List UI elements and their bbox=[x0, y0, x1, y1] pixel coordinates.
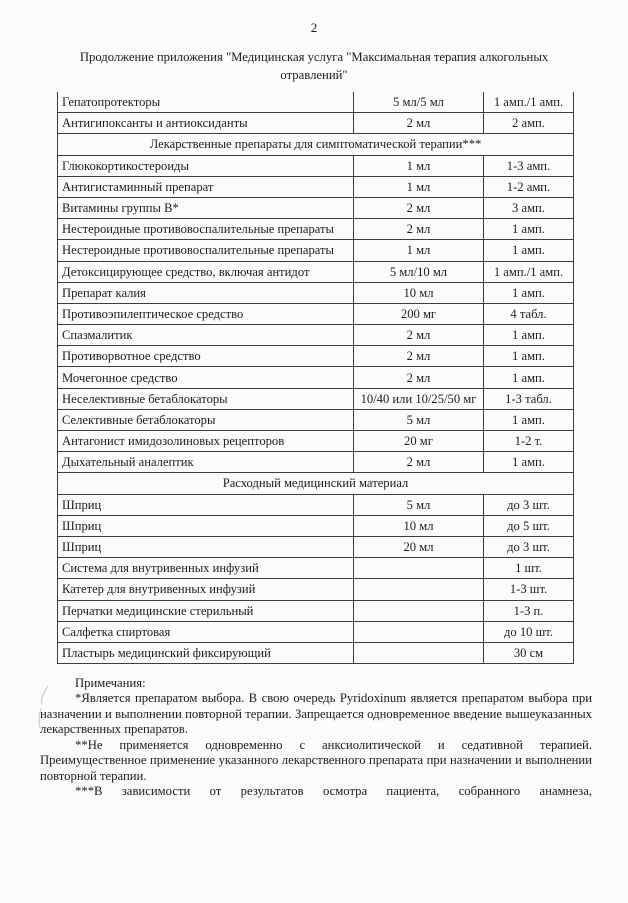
document-title-line2: отравлений" bbox=[280, 68, 348, 82]
dose-cell: 20 мг bbox=[354, 431, 484, 452]
dose-cell bbox=[354, 579, 484, 600]
qty-cell: 1 амп. bbox=[484, 346, 574, 367]
item-name-cell: Нестероидные противовоспалительные препараты bbox=[58, 240, 354, 261]
table-row bbox=[58, 282, 574, 303]
dose-cell: 2 мл bbox=[354, 113, 484, 134]
item-name-cell: Катетер для внутривенных инфузий bbox=[58, 579, 354, 600]
table-row bbox=[58, 515, 574, 536]
document-title bbox=[0, 48, 628, 84]
qty-cell: 4 табл. bbox=[484, 303, 574, 324]
table-row bbox=[58, 219, 574, 240]
table-row bbox=[58, 621, 574, 642]
dose-cell: 1 мл bbox=[354, 155, 484, 176]
section-row bbox=[58, 134, 574, 155]
dose-cell: 5 мл bbox=[354, 409, 484, 430]
table-row bbox=[58, 197, 574, 218]
table-row bbox=[58, 388, 574, 409]
table-row bbox=[58, 176, 574, 197]
dose-cell: 10 мл bbox=[354, 515, 484, 536]
table-row bbox=[58, 367, 574, 388]
note-asterisk-2: **Не применяется одновременно с анксиолитической и седативной терапией. Преимущественное применение указанного лекарственного препарата при назначении и выполнении повторной терапии. bbox=[40, 737, 592, 783]
dose-cell: 2 мл bbox=[354, 325, 484, 346]
table-row bbox=[58, 494, 574, 515]
table-row bbox=[58, 558, 574, 579]
table-row bbox=[58, 642, 574, 663]
supplies-table-body bbox=[58, 92, 574, 664]
qty-cell: до 10 шт. bbox=[484, 621, 574, 642]
table-row bbox=[58, 303, 574, 324]
dose-cell: 200 мг bbox=[354, 303, 484, 324]
notes-heading: Примечания: bbox=[75, 676, 146, 691]
table-row bbox=[58, 346, 574, 367]
item-name-cell: Витамины группы В* bbox=[58, 197, 354, 218]
table-row bbox=[58, 240, 574, 261]
qty-cell: до 3 шт. bbox=[484, 536, 574, 557]
dose-cell: 5 мл/5 мл bbox=[354, 92, 484, 113]
table-row bbox=[58, 261, 574, 282]
qty-cell: 1-3 табл. bbox=[484, 388, 574, 409]
qty-cell: 1-2 амп. bbox=[484, 176, 574, 197]
dose-cell: 1 мл bbox=[354, 240, 484, 261]
section-header-cell: Лекарственные препараты для симптоматической терапии*** bbox=[58, 134, 574, 155]
item-name-cell: Шприц bbox=[58, 494, 354, 515]
qty-cell: 1 амп. bbox=[484, 452, 574, 473]
table-row bbox=[58, 325, 574, 346]
dose-cell bbox=[354, 642, 484, 663]
item-name-cell: Гепатопротекторы bbox=[58, 92, 354, 113]
section-header-cell: Расходный медицинский материал bbox=[58, 473, 574, 494]
document-title-line1: Продолжение приложения "Медицинская услуга "Максимальная терапия алкогольных bbox=[79, 50, 549, 64]
dose-cell: 5 мл bbox=[354, 494, 484, 515]
dose-cell: 2 мл bbox=[354, 452, 484, 473]
qty-cell: 2 амп. bbox=[484, 113, 574, 134]
item-name-cell: Препарат калия bbox=[58, 282, 354, 303]
dose-cell: 5 мл/10 мл bbox=[354, 261, 484, 282]
table-row bbox=[58, 536, 574, 557]
note-asterisk-1: *Является препаратом выбора. В свою очередь Pyridoxinum является препаратом выбора при назначении и выполнении повторной терапии. Запрещается одновременное введение вышеуказанных лекарственных препаратов. bbox=[40, 691, 592, 737]
item-name-cell: Противорвотное средство bbox=[58, 346, 354, 367]
table-row bbox=[58, 409, 574, 430]
qty-cell: 1 амп. bbox=[484, 219, 574, 240]
item-name-cell: Спазмалитик bbox=[58, 325, 354, 346]
qty-cell: 1-3 п. bbox=[484, 600, 574, 621]
qty-cell: 1-2 т. bbox=[484, 431, 574, 452]
dose-cell: 2 мл bbox=[354, 197, 484, 218]
dose-cell: 1 мл bbox=[354, 176, 484, 197]
qty-cell: 1 амп. bbox=[484, 325, 574, 346]
qty-cell: 1 амп. bbox=[484, 240, 574, 261]
qty-cell: 30 см bbox=[484, 642, 574, 663]
dose-cell bbox=[354, 600, 484, 621]
item-name-cell: Антагонист имидозолиновых рецепторов bbox=[58, 431, 354, 452]
table-row bbox=[58, 113, 574, 134]
qty-cell: 1 амп./1 амп. bbox=[484, 261, 574, 282]
item-name-cell: Антигипоксанты и антиоксиданты bbox=[58, 113, 354, 134]
item-name-cell: Нестероидные противовоспалительные препараты bbox=[58, 219, 354, 240]
qty-cell: до 3 шт. bbox=[484, 494, 574, 515]
dose-cell: 2 мл bbox=[354, 346, 484, 367]
table-row bbox=[58, 155, 574, 176]
dose-cell: 10/40 или 10/25/50 мг bbox=[354, 388, 484, 409]
notes-section bbox=[40, 676, 592, 799]
qty-cell: до 5 шт. bbox=[484, 515, 574, 536]
item-name-cell: Система для внутривенных инфузий bbox=[58, 558, 354, 579]
page-number: 2 bbox=[310, 20, 318, 35]
item-name-cell: Селективные бетаблокаторы bbox=[58, 409, 354, 430]
item-name-cell: Антигистаминный препарат bbox=[58, 176, 354, 197]
dose-cell: 20 мл bbox=[354, 536, 484, 557]
dose-cell: 2 мл bbox=[354, 219, 484, 240]
item-name-cell: Салфетка спиртовая bbox=[58, 621, 354, 642]
qty-cell: 1-3 амп. bbox=[484, 155, 574, 176]
item-name-cell: Глюкокортикостероиды bbox=[58, 155, 354, 176]
item-name-cell: Мочегонное средство bbox=[58, 367, 354, 388]
dose-cell bbox=[354, 558, 484, 579]
section-row bbox=[58, 473, 574, 494]
table-row bbox=[58, 600, 574, 621]
document-page bbox=[0, 20, 628, 903]
item-name-cell: Неселективные бетаблокаторы bbox=[58, 388, 354, 409]
qty-cell: 1-3 шт. bbox=[484, 579, 574, 600]
qty-cell: 1 амп. bbox=[484, 367, 574, 388]
item-name-cell: Детоксицирующее средство, включая антидот bbox=[58, 261, 354, 282]
qty-cell: 1 амп. bbox=[484, 409, 574, 430]
item-name-cell: Шприц bbox=[58, 515, 354, 536]
dose-cell: 2 мл bbox=[354, 367, 484, 388]
dose-cell: 10 мл bbox=[354, 282, 484, 303]
supplies-table bbox=[57, 92, 574, 664]
dose-cell bbox=[354, 621, 484, 642]
qty-cell: 3 амп. bbox=[484, 197, 574, 218]
table-row bbox=[58, 579, 574, 600]
qty-cell: 1 шт. bbox=[484, 558, 574, 579]
item-name-cell: Перчатки медицинские стерильный bbox=[58, 600, 354, 621]
qty-cell: 1 амп. bbox=[484, 282, 574, 303]
item-name-cell: Противоэпилептическое средство bbox=[58, 303, 354, 324]
item-name-cell: Пластырь медицинский фиксирующий bbox=[58, 642, 354, 663]
note-asterisk-3: ***В зависимости от результатов осмотра пациента, собранного анамнеза, bbox=[75, 783, 592, 798]
qty-cell: 1 амп./1 амп. bbox=[484, 92, 574, 113]
table-row bbox=[58, 452, 574, 473]
item-name-cell: Шприц bbox=[58, 536, 354, 557]
table-row bbox=[58, 431, 574, 452]
table-row bbox=[58, 92, 574, 113]
item-name-cell: Дыхательный аналептик bbox=[58, 452, 354, 473]
scan-artifact bbox=[34, 684, 54, 732]
